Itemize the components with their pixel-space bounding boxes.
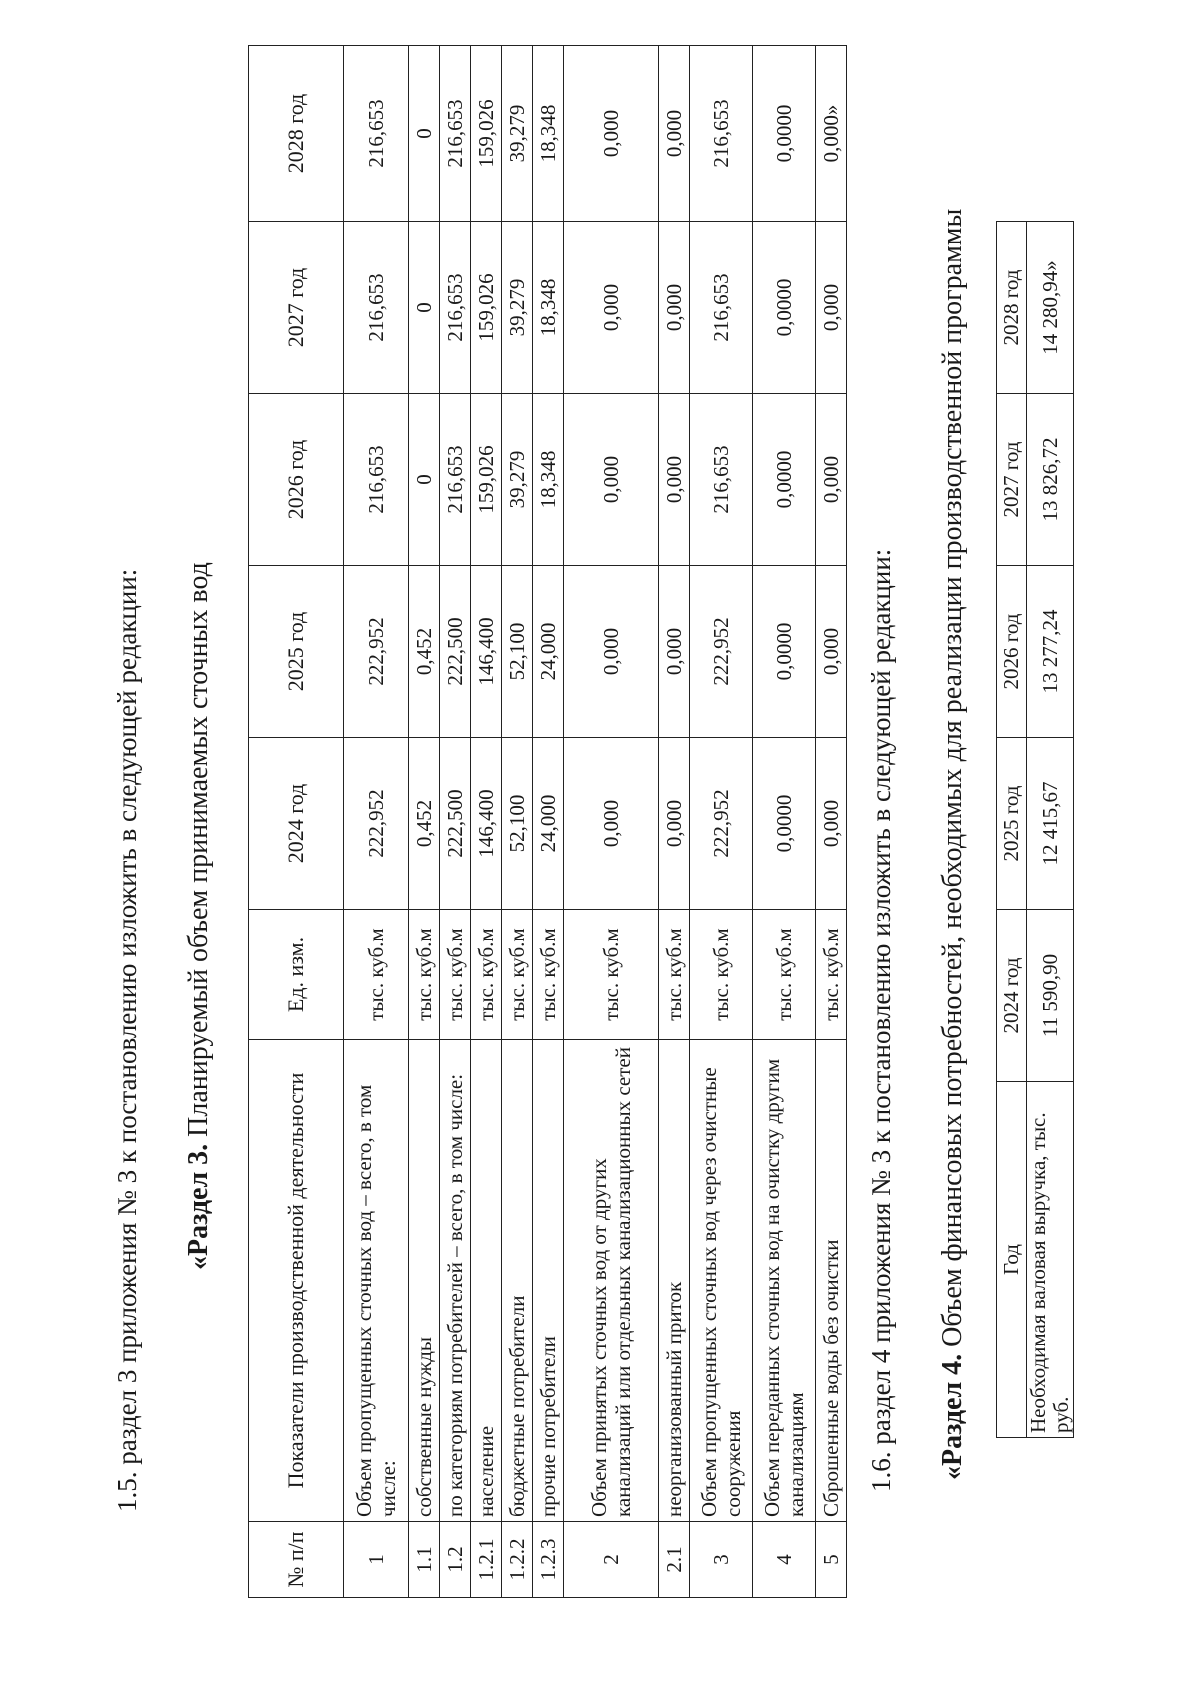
value-2028: 216,653 [440, 46, 471, 222]
value-2025: 146,400 [471, 566, 502, 738]
row-indicator: Объем пропущенных сточных вод – всего, в том числе: [344, 1040, 409, 1522]
row-indicator: население [471, 1040, 502, 1522]
row-unit: тыс. куб.м [409, 910, 440, 1040]
value-2024: 24,000 [533, 738, 564, 910]
row-unit: тыс. куб.м [816, 910, 847, 1040]
value-2028: 216,653 [690, 46, 753, 222]
row-indicator: Сброшенные воды без очистки [816, 1040, 847, 1522]
value-2028: 39,279 [502, 46, 533, 222]
value-2024: 146,400 [471, 738, 502, 910]
row-number: 1 [344, 1522, 409, 1598]
header-year-label: Год [997, 1082, 1027, 1438]
revenue-2026: 13 277,24 [1027, 566, 1074, 738]
header-indicator: Показатели производственной деятельности [249, 1040, 344, 1522]
value-2027: 0,000 [659, 222, 690, 394]
row-indicator: неорганизованный приток [659, 1040, 690, 1522]
value-2025: 0,000 [816, 566, 847, 738]
value-2025: 0,452 [409, 566, 440, 738]
header-year-2028: 2028 год [997, 222, 1027, 394]
header-year-2027: 2027 год [997, 394, 1027, 566]
row-indicator: по категориям потребителей – всего, в том числе: [440, 1040, 471, 1522]
revenue-2024: 11 590,90 [1027, 910, 1074, 1082]
row-number: 1.1 [409, 1522, 440, 1598]
value-2026: 159,026 [471, 394, 502, 566]
value-2026: 216,653 [440, 394, 471, 566]
financial-needs-table [996, 221, 1074, 1438]
paragraph-1-6: 1.6. раздел 4 приложения № 3 к постановлению изложить в следующей редакции: [866, 548, 896, 1492]
row-unit: тыс. куб.м [690, 910, 753, 1040]
value-2027: 216,653 [344, 222, 409, 394]
section-3-heading [183, 562, 215, 1270]
value-2027: 0,000 [816, 222, 847, 394]
value-2025: 222,500 [440, 566, 471, 738]
section-4-prefix: «Раздел 4. [937, 1353, 968, 1480]
value-2027: 159,026 [471, 222, 502, 394]
table-row [344, 46, 409, 1598]
table-row [690, 46, 753, 1598]
value-2025: 52,100 [502, 566, 533, 738]
header-year-2024: 2024 год [997, 910, 1027, 1082]
header-number: № п/п [249, 1522, 344, 1598]
row-unit: тыс. куб.м [659, 910, 690, 1040]
value-2024: 222,952 [690, 738, 753, 910]
section-3-title: Планируемый объем принимаемых сточных вод [183, 562, 214, 1137]
row-unit: тыс. куб.м [502, 910, 533, 1040]
row-revenue-label: Необходимая валовая выручка, тыс. руб. [1027, 1082, 1074, 1438]
value-2025: 222,952 [690, 566, 753, 738]
row-indicator: собственные нужды [409, 1040, 440, 1522]
value-2028: 0,000 [659, 46, 690, 222]
value-2024: 0,452 [409, 738, 440, 910]
value-2028: 216,653 [344, 46, 409, 222]
header-year-2025: 2025 год [997, 738, 1027, 910]
value-2025: 24,000 [533, 566, 564, 738]
header-year-2024: 2024 год [249, 738, 344, 910]
value-2026: 216,653 [690, 394, 753, 566]
header-year-2028: 2028 год [249, 46, 344, 222]
table-row [659, 46, 690, 1598]
value-2025: 222,952 [344, 566, 409, 738]
row-number: 2 [564, 1522, 659, 1598]
revenue-2025: 12 415,67 [1027, 738, 1074, 910]
table-row [533, 46, 564, 1598]
value-2026: 18,348 [533, 394, 564, 566]
value-2024: 52,100 [502, 738, 533, 910]
table-row [471, 46, 502, 1598]
table-header-row [249, 46, 344, 1598]
value-2025: 0,000 [564, 566, 659, 738]
row-number: 4 [753, 1522, 816, 1598]
wastewater-volume-table [248, 45, 847, 1598]
value-2027: 0 [409, 222, 440, 394]
value-2028: 0,000 [564, 46, 659, 222]
value-2024: 0,000 [564, 738, 659, 910]
row-number: 1.2.1 [471, 1522, 502, 1598]
table-row [409, 46, 440, 1598]
row-unit: тыс. куб.м [440, 910, 471, 1040]
revenue-2027: 13 826,72 [1027, 394, 1074, 566]
value-2026: 0,000 [564, 394, 659, 566]
header-year-2026: 2026 год [249, 394, 344, 566]
table-row [753, 46, 816, 1598]
row-unit: тыс. куб.м [344, 910, 409, 1040]
value-2027: 39,279 [502, 222, 533, 394]
row-unit: тыс. куб.м [533, 910, 564, 1040]
paragraph-1-5: 1.5. раздел 3 приложения № 3 к постановлению изложить в следующей редакции: [112, 568, 142, 1512]
header-unit: Ед. изм. [249, 910, 344, 1040]
table-header-row [997, 222, 1027, 1438]
value-2026: 0,000 [659, 394, 690, 566]
value-2026: 0,0000 [753, 394, 816, 566]
section-4-title: Объем финансовых потребностей, необходимых для реализации производственной программы [937, 208, 968, 1347]
value-2026: 216,653 [344, 394, 409, 566]
value-2024: 0,000 [659, 738, 690, 910]
row-number: 1.2 [440, 1522, 471, 1598]
row-number: 3 [690, 1522, 753, 1598]
row-number: 2.1 [659, 1522, 690, 1598]
section-4-heading [937, 209, 969, 1480]
value-2025: 0,000 [659, 566, 690, 738]
value-2024: 0,0000 [753, 738, 816, 910]
revenue-2028: 14 280,94» [1027, 222, 1074, 394]
value-2024: 222,500 [440, 738, 471, 910]
value-2028: 0,000» [816, 46, 847, 222]
row-indicator: Объем принятых сточных вод от других канализаций или отдельных канализационных сетей [564, 1040, 659, 1522]
value-2024: 222,952 [344, 738, 409, 910]
value-2026: 39,279 [502, 394, 533, 566]
value-2028: 0,0000 [753, 46, 816, 222]
table-row [1027, 222, 1074, 1438]
row-unit: тыс. куб.м [753, 910, 816, 1040]
row-indicator: прочие потребители [533, 1040, 564, 1522]
table-row [440, 46, 471, 1598]
value-2028: 0 [409, 46, 440, 222]
row-indicator: Объем пропущенных сточных вод через очистные сооружения [690, 1040, 753, 1522]
value-2027: 0,0000 [753, 222, 816, 394]
row-number: 1.2.3 [533, 1522, 564, 1598]
header-year-2026: 2026 год [997, 566, 1027, 738]
header-year-2025: 2025 год [249, 566, 344, 738]
row-number: 5 [816, 1522, 847, 1598]
row-indicator: бюджетные потребители [502, 1040, 533, 1522]
value-2028: 18,348 [533, 46, 564, 222]
row-indicator: Объем переданных сточных вод на очистку другим канализациям [753, 1040, 816, 1522]
value-2024: 0,000 [816, 738, 847, 910]
row-unit: тыс. куб.м [471, 910, 502, 1040]
value-2027: 0,000 [564, 222, 659, 394]
section-3-prefix: «Раздел 3. [183, 1143, 214, 1270]
value-2027: 216,653 [440, 222, 471, 394]
table-row [502, 46, 533, 1598]
header-year-2027: 2027 год [249, 222, 344, 394]
table-row [564, 46, 659, 1598]
row-unit: тыс. куб.м [564, 910, 659, 1040]
row-number: 1.2.2 [502, 1522, 533, 1598]
value-2026: 0 [409, 394, 440, 566]
value-2026: 0,000 [816, 394, 847, 566]
value-2027: 216,653 [690, 222, 753, 394]
table-row [816, 46, 847, 1598]
value-2028: 159,026 [471, 46, 502, 222]
value-2025: 0,0000 [753, 566, 816, 738]
value-2027: 18,348 [533, 222, 564, 394]
